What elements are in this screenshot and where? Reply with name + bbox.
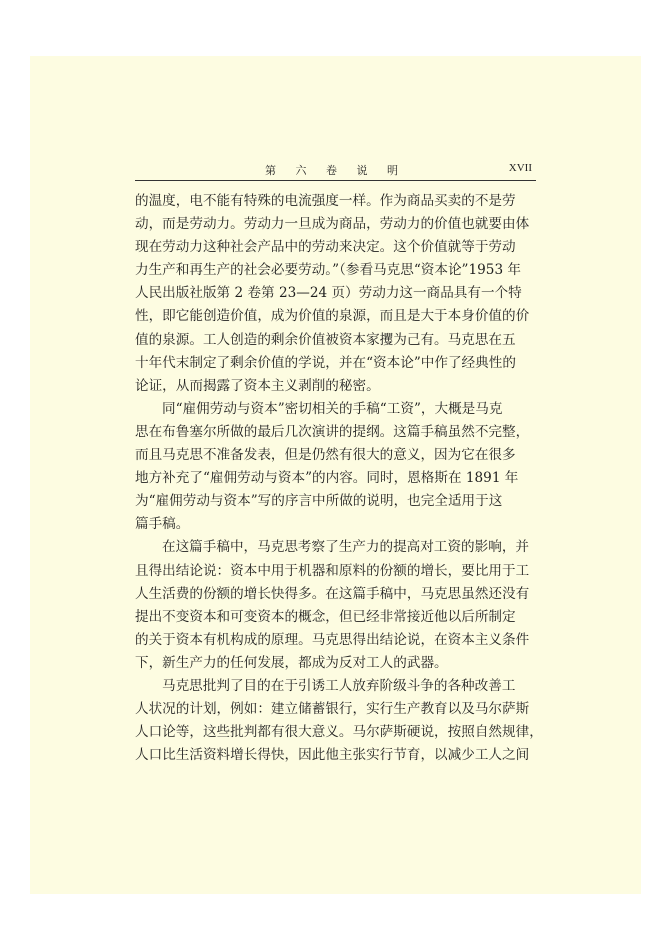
- paragraph-first-line: 同“雇佣劳动与资本”密切相关的手稿“工资”，大概是马克: [162, 400, 503, 417]
- text-line: 人口论等，这些批判都有很大意义。马尔萨斯硬说，按照自然规律，: [135, 724, 543, 741]
- running-title: 第 六 卷 说 明: [265, 164, 406, 177]
- text-line: 的关于资本有机构成的原理。马克思得出结论说，在资本主义条件: [135, 631, 530, 648]
- text-line: 十年代末制定了剩余价值的学说，并在“资本论”中作了经典性的: [135, 354, 516, 371]
- text-line: 思在布鲁塞尔所做的最后几次演讲的提纲。这篇手稿虽然不完整，: [135, 423, 530, 440]
- text-line: 力生产和再生产的社会必要劳动。”（参看马克思“资本论”1953 年: [135, 262, 522, 279]
- text-line: 动，而是劳动力。劳动力一旦成为商品，劳动力的价值也就要由体: [135, 216, 530, 233]
- text-line: 篇手稿。: [135, 516, 190, 533]
- text-line: 人民出版社版第 2 卷第 23—24 页）劳动力这一商品具有一个特: [135, 285, 522, 302]
- body-text: [135, 190, 543, 767]
- text-line: 人生活费的份额的增长快得多。在这篇手稿中，马克思虽然还没有: [135, 585, 530, 602]
- text-line: 下，新生产力的任何发展，都成为反对工人的武器。: [135, 654, 448, 671]
- text-line: 且得出结论说：资本中用于机器和原料的份额的增长，要比用于工: [135, 562, 530, 579]
- text-line: 地方补充了“雇佣劳动与资本”的内容。同时，恩格斯在 1891 年: [135, 470, 519, 487]
- text-line: 的温度，电不能有特殊的电流强度一样。作为商品买卖的不是劳: [135, 193, 516, 209]
- text-line: 性，即它能创造价值，成为价值的泉源，而且是大于本身价值的价: [135, 308, 530, 325]
- text-line: 人状况的计划，例如：建立储蓄银行，实行生产教育以及马尔萨斯: [135, 701, 530, 718]
- text-line: 现在劳动力这种社会产品中的劳动来决定。这个价值就等于劳动: [135, 239, 516, 256]
- page-header: [135, 158, 536, 181]
- text-line: 提出不变资本和可变资本的概念，但已经非常接近他以后所制定: [135, 608, 516, 625]
- text-line: 论证，从而揭露了资本主义剥削的秘密。: [135, 377, 380, 394]
- text-line: 人口比生活资料增长得快，因此他主张实行节育，以减少工人之间: [135, 747, 530, 764]
- text-line: 为“雇佣劳动与资本”写的序言中所做的说明，也完全适用于这: [135, 493, 503, 510]
- paragraph-first-line: 马克思批判了目的在于引诱工人放弃阶级斗争的各种改善工: [162, 677, 516, 694]
- text-line: 而且马克思不准备发表，但是仍然有很大的意义，因为它在很多: [135, 447, 516, 464]
- paragraph-first-line: 在这篇手稿中，马克思考察了生产力的提高对工资的影响，并: [162, 539, 530, 556]
- page-number: XVII: [508, 162, 532, 174]
- text-line: 值的泉源。工人创造的剩余价值被资本家攫为己有。马克思在五: [135, 331, 516, 348]
